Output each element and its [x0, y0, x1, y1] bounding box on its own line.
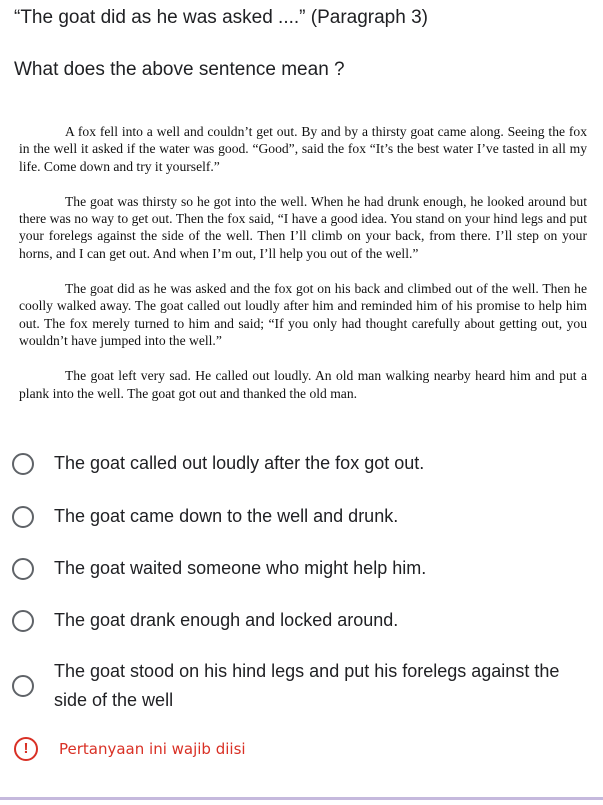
option-5[interactable]	[12, 657, 582, 715]
option-2[interactable]	[12, 502, 582, 531]
option-4[interactable]	[12, 606, 582, 635]
radio-button[interactable]	[12, 610, 34, 632]
passage-paragraph-1: A fox fell into a well and couldn’t get out. By and by a thirsty goat came along. Seeing the fox in the well it asked if the water was good. “Good”, said the fox “It’s the best water I’ve tasted in all my life. Come down and try it yourself.”	[19, 124, 587, 174]
radio-button[interactable]	[12, 675, 34, 697]
question-prompt: What does the above sentence mean ?	[14, 59, 345, 80]
exclamation-icon: !	[14, 737, 38, 761]
option-3[interactable]	[12, 554, 582, 583]
option-label: The goat called out loudly after the fox got out.	[54, 453, 425, 473]
question-title: “The goat did as he was asked ....” (Paragraph 3)	[14, 7, 428, 28]
radio-button[interactable]	[12, 453, 34, 475]
passage-paragraph-2: The goat was thirsty so he got into the well. When he had drunk enough, he looked around but there was no way to get out. Then the fox said, “I have a good idea. You stand on your hind legs and put your forelegs against the side of the well. Then I’ll climb on your back, from there. I’ll step on your horns, and I can get out. And when I’m out, I’ll help you out of the well.”	[19, 193, 587, 261]
card-bottom-divider	[0, 797, 603, 800]
passage-paragraph-4: The goat left very sad. He called out loudly. An old man walking nearby heard him and put a plank into the well. The goat got out and thanked the old man.	[19, 368, 587, 401]
option-1[interactable]	[12, 449, 582, 478]
radio-button[interactable]	[12, 558, 34, 580]
required-message: Pertanyaan ini wajib diisi	[59, 740, 246, 758]
radio-button[interactable]	[12, 506, 34, 528]
option-label: The goat stood on his hind legs and put his forelegs against the side of the well	[54, 661, 560, 710]
reading-passage	[19, 123, 587, 402]
passage-paragraph-3: The goat did as he was asked and the fox got on his back and climbed out of the well. Then he coolly walked away. The goat called out loudly after him and reminded him of his promise to help him out. The fox merely turned to him and said; “If you only had thought carefully about getting out, you wouldn’t have jumped into the well.”	[19, 281, 587, 348]
option-label: The goat drank enough and locked around.	[54, 610, 399, 630]
required-warning	[14, 737, 246, 761]
option-label: The goat waited someone who might help him.	[54, 558, 427, 578]
option-label: The goat came down to the well and drunk.	[54, 506, 399, 526]
